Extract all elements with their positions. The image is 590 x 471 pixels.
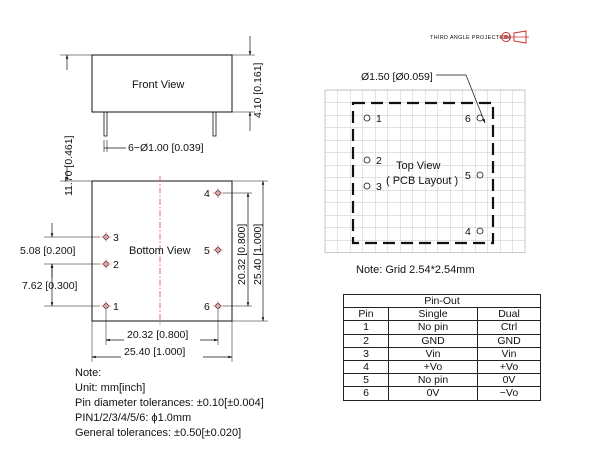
inner-width-dim: 20.32 [0.800] <box>127 329 189 341</box>
pinout-cell: 3 <box>344 347 389 360</box>
pinout-cell: GND <box>478 334 541 347</box>
projection-label: THIRD ANGLE PROJECTION <box>430 35 511 41</box>
front-height-dim: 4.10 [0.161] <box>252 62 264 118</box>
bottom-view-label: Bottom View <box>129 245 191 257</box>
table-row <box>344 374 541 387</box>
bottom-pin-2 <box>101 259 119 271</box>
inner-height-dim: 20.32 [0.800] <box>236 223 248 285</box>
bottom-pin-6 <box>204 301 223 313</box>
note-line: General tolerances: ±0.50[±0.020] <box>75 427 242 439</box>
pinout-cell: 5 <box>344 374 389 387</box>
top-pin-label-3: 3 <box>376 181 382 193</box>
pinout-table <box>343 294 541 401</box>
pinout-header-row <box>344 308 541 321</box>
pinout-cell: Vin <box>478 347 541 360</box>
bottom-pin-label-4: 4 <box>204 188 210 200</box>
note-line: Pin diameter tolerances: ±0.10[±0.004] <box>75 397 264 409</box>
outer-height-dim: 25.40 [1.000] <box>252 223 264 285</box>
pinout-cell: 0V <box>478 374 541 387</box>
note-line: Unit: mm[inch] <box>75 382 146 394</box>
pinout-cell: 4 <box>344 361 389 374</box>
hole-diameter-dim: Ø1.50 [Ø0.059] <box>361 71 433 83</box>
table-row <box>344 387 541 400</box>
pinout-cell: 6 <box>344 387 389 400</box>
top-view-label: Top View <box>396 160 441 172</box>
pinout-header-pin: Pin <box>344 308 389 321</box>
grid-note: Note: Grid 2.54*2.54mm <box>356 264 475 276</box>
notes-block <box>75 366 264 441</box>
note-line: PIN1/2/3/4/5/6: ϕ1.0mm <box>75 412 192 424</box>
table-row <box>344 321 541 334</box>
bottom-pin-5 <box>204 245 223 257</box>
top-pin-label-4: 4 <box>465 226 471 238</box>
pinout-cell: 0V <box>389 387 478 400</box>
bottom-pin-3 <box>101 232 119 244</box>
pinout-cell: +Vo <box>389 361 478 374</box>
pinout-cell: 1 <box>344 321 389 334</box>
bottom-pin-label-6: 6 <box>204 301 210 313</box>
table-row <box>344 361 541 374</box>
pinout-cell: −Vo <box>478 387 541 400</box>
pinout-cell: 2 <box>344 334 389 347</box>
overall-height-dimension <box>60 55 92 196</box>
top-pin-label-6: 6 <box>465 113 471 125</box>
pinout-cell: GND <box>389 334 478 347</box>
bottom-pin-label-3: 3 <box>113 232 119 244</box>
pinout-cell: Vin <box>389 347 478 360</box>
outer-width-dim: 25.40 [1.000] <box>124 346 186 358</box>
top-pin-label-2: 2 <box>376 155 382 167</box>
top-view <box>325 71 525 276</box>
pinout-cell: +Vo <box>478 361 541 374</box>
note-line: Note: <box>75 367 102 379</box>
top-pin-label-1: 1 <box>376 113 382 125</box>
pinout-cell: No pin <box>389 374 478 387</box>
top-pin-label-5: 5 <box>465 170 471 182</box>
bottom-pin-label-2: 2 <box>113 259 119 271</box>
pinout-header-single: Single <box>389 308 478 321</box>
pin-diameter-dim: 6−Ø1.00 [0.039] <box>128 142 204 154</box>
pinout-cell: Ctrl <box>478 321 541 334</box>
bottom-pin-label-1: 1 <box>113 301 119 313</box>
projection-symbol <box>430 31 529 43</box>
pin-pitch-dim: 5.08 [0.200] <box>20 245 76 257</box>
front-view-label: Front View <box>132 79 185 91</box>
pinout-header-dual: Dual <box>478 308 541 321</box>
table-row <box>344 334 541 347</box>
pinout-title: Pin-Out <box>344 295 541 308</box>
pin-row-dim: 7.62 [0.300] <box>22 280 78 292</box>
overall-height-dim: 11.70 [0.461] <box>63 135 75 196</box>
table-row <box>344 347 541 360</box>
front-view <box>92 36 264 154</box>
bottom-pin-4 <box>204 188 223 200</box>
bottom-pin-label-5: 5 <box>204 245 210 257</box>
pinout-cell: No pin <box>389 321 478 334</box>
bottom-view <box>20 176 268 362</box>
bottom-pin-1 <box>101 301 119 313</box>
pcb-layout-label: ( PCB Layout ) <box>386 175 459 187</box>
pinout-title-row <box>344 295 541 308</box>
